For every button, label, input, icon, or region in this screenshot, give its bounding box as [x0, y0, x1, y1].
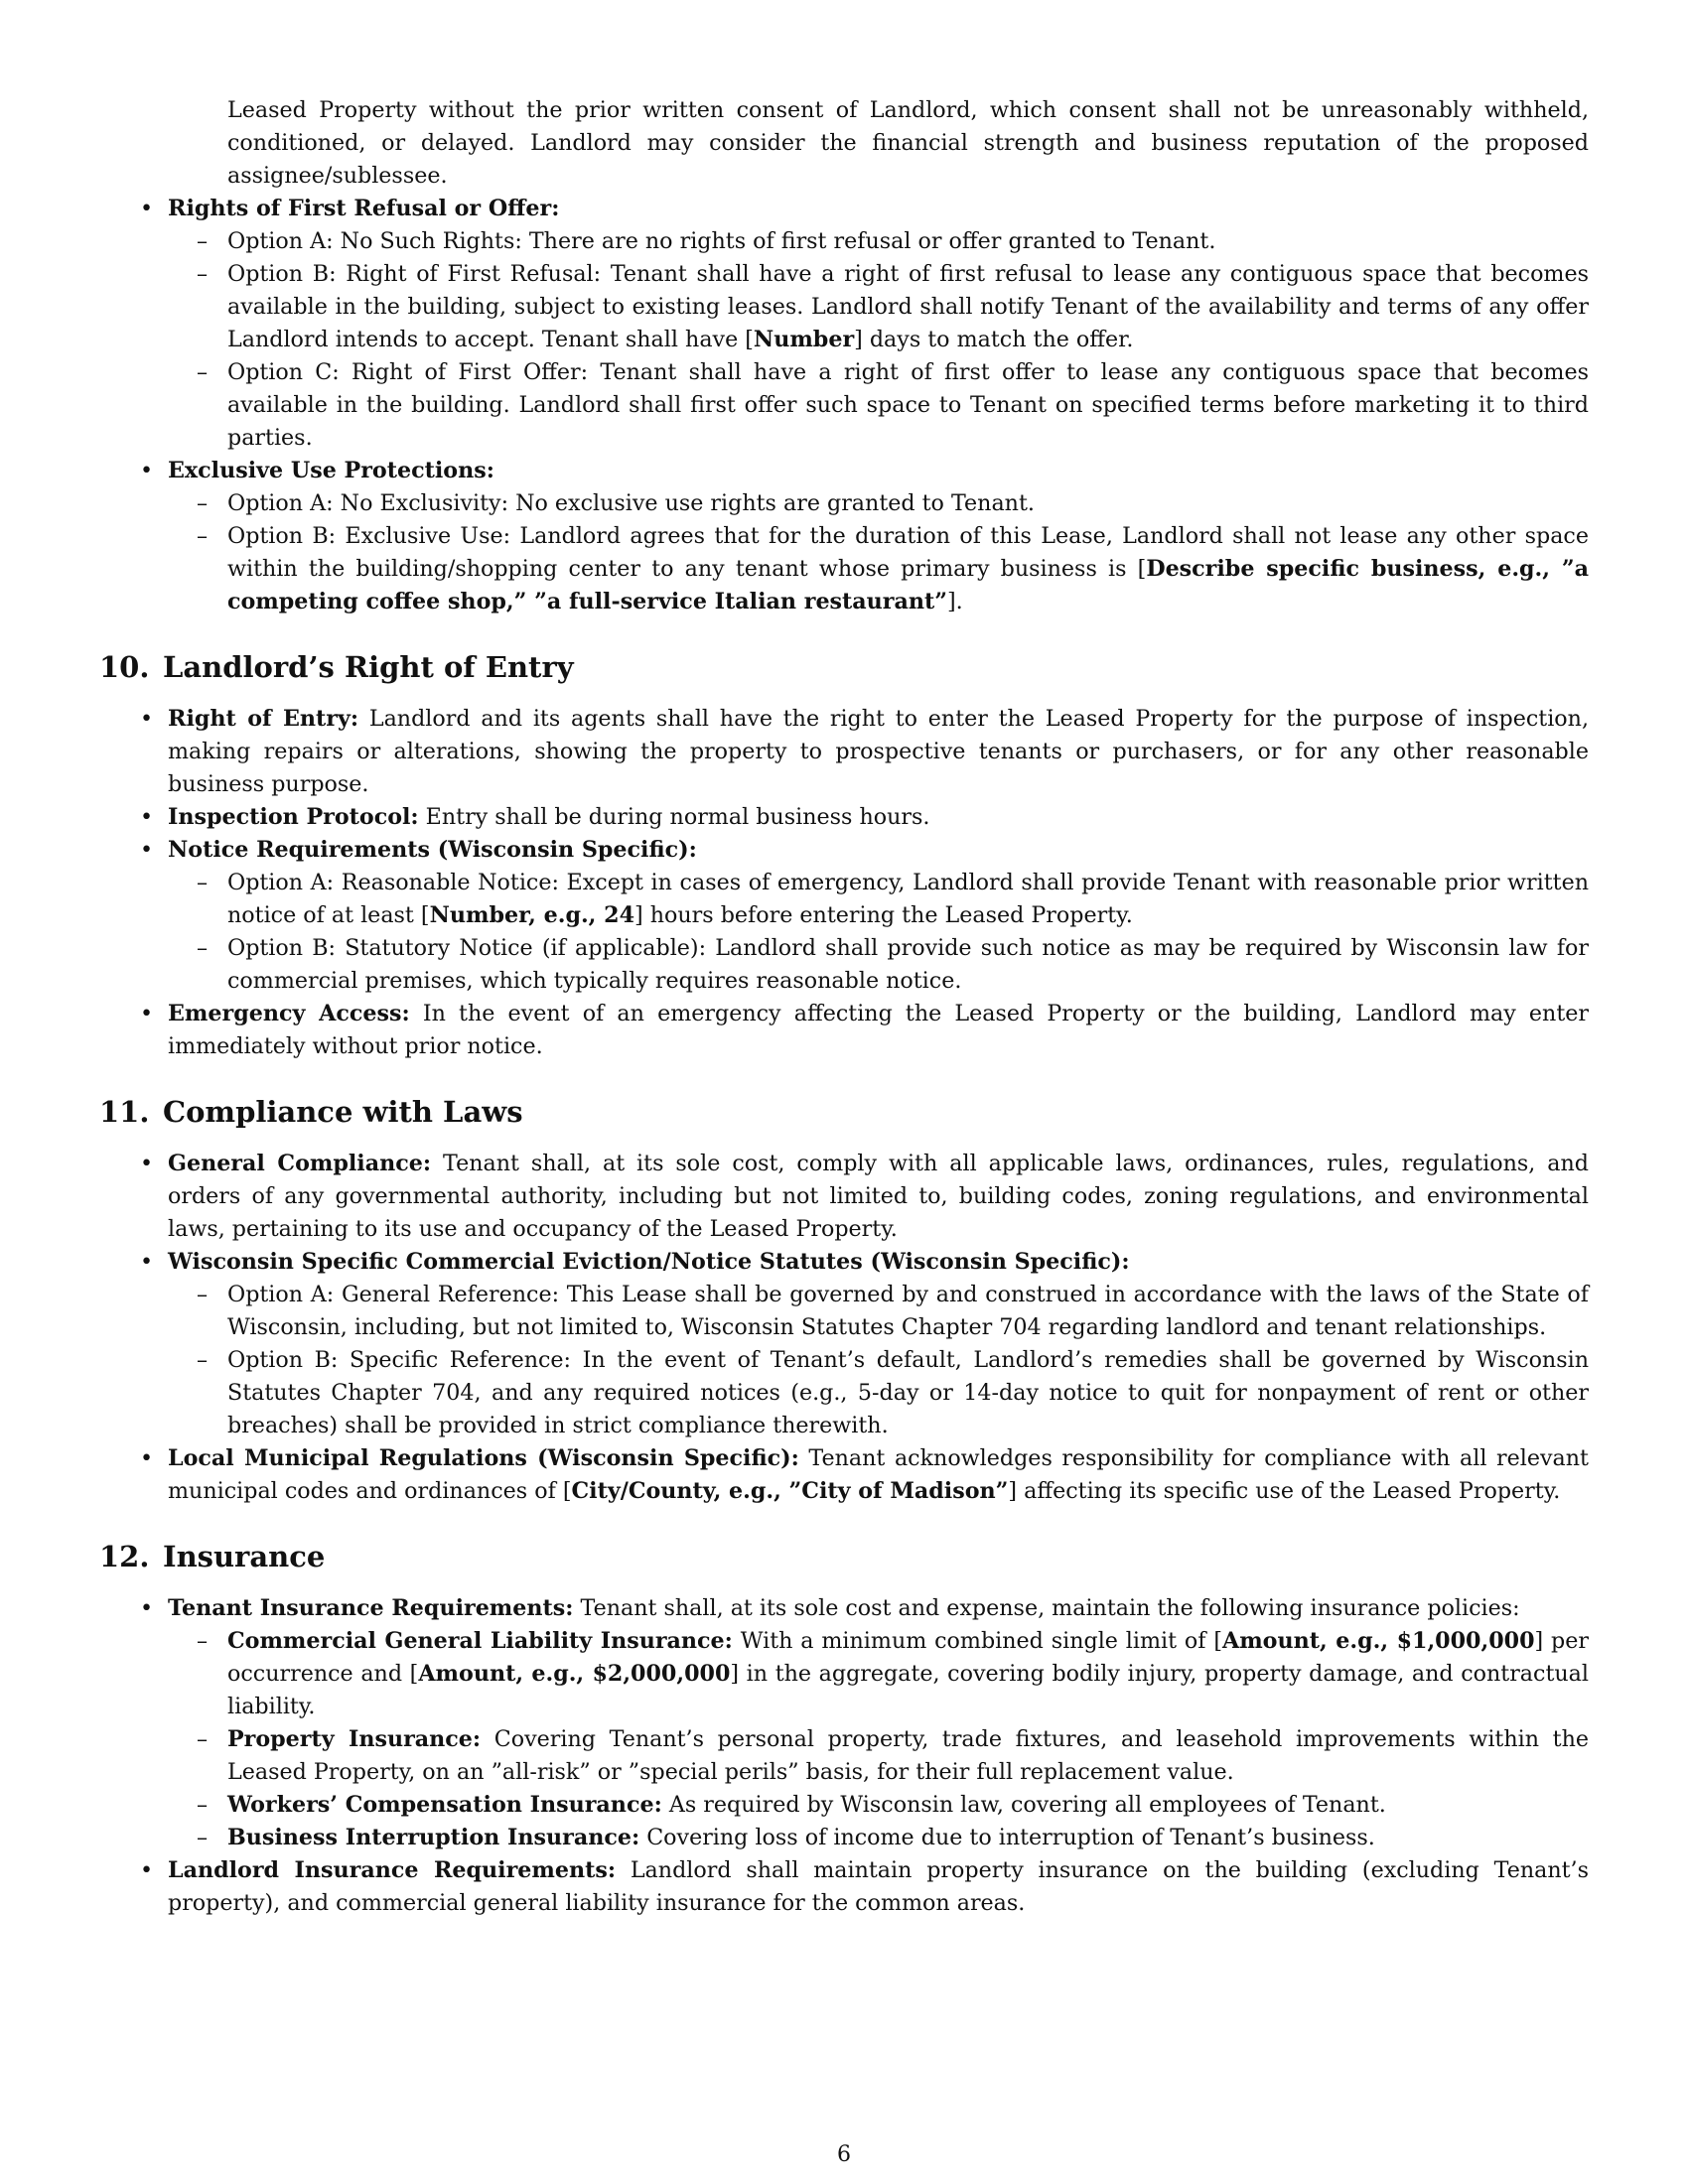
list-item-landlord-insurance: • Landlord Insurance Requirements: Landlord shall maintain property insurance on the building (excluding Tenant’s property), and commercial general liability insurance for the common areas.	[99, 1854, 1589, 1920]
list-item-general-compliance: • General Compliance: Tenant shall, at its sole cost, comply with all applicable laws, ordinances, rules, regulations, and orders of any governmental authority, including but not limited to, building codes, zoning regulations, and environmental laws, pertaining to its use and occupancy of the Leased Property.	[99, 1148, 1589, 1246]
section-10-list	[99, 703, 1589, 1063]
list-item-tenant-insurance: • Tenant Insurance Requirements: Tenant shall, at its sole cost and expense, maintain the following insurance policies: – Commercial General Liability Insurance: With a minimum combined single limit of [Amount, e.g., $1,000,000] per occurrence and [Amount, e.g., $2,000,000] in the aggregate, covering bodily injury, property damage, and contractual liability. – Property Insurance: Covering Tenant’s personal property, trade fixtures, and leasehold improvements within the Leased Property, on an ”all-risk” or ”special perils” basis, for their full replacement value. – Workers’ Compensation Insurance: As required by Wisconsin law, covering all employees of Tenant. – Business Interruption Insurance: Covering loss of income due to interruption of Tenant’s business.	[99, 1592, 1589, 1854]
list-item-rofr	[99, 193, 1589, 455]
rofr-option-b: – Option B: Right of First Refusal: Tenant shall have a right of first refusal to lease any contiguous space that becomes available in the building, subject to existing leases. Landlord shall notify Tenant of the availability and terms of any offer Landlord intends to accept. Tenant shall have [Number] days to match the offer.	[168, 258, 1589, 356]
section-10-heading: 10. Landlord’s Right of Entry	[99, 650, 574, 684]
insurance-property: – Property Insurance: Covering Tenant’s personal property, trade fixtures, and leasehold improvements within the Leased Property, on an ”all-risk” or ”special perils” basis, for their full replacement value.	[168, 1723, 1589, 1789]
list-item-inspection: • Inspection Protocol: Entry shall be during normal business hours.	[99, 801, 1589, 834]
insurance-business-interruption: – Business Interruption Insurance: Covering loss of income due to interruption of Tenant’s business.	[168, 1822, 1589, 1854]
section-12-heading: 12. Insurance	[99, 1540, 326, 1573]
document-page	[99, 94, 1589, 1920]
list-item-statutes: • Wisconsin Specific Commercial Eviction/Notice Statutes (Wisconsin Specific): – Option A: General Reference: This Lease shall be governed by and construed in accordance with the laws of the State of Wisconsin, including, but not limited to, Wisconsin Statutes Chapter 704 regarding landlord and tenant relationships. – Option B: Specific Reference: In the event of Tenant’s default, Landlord’s remedies shall be governed by Wisconsin Statutes Chapter 704, and any required notices (e.g., 5-day or 14-day notice to quit for nonpayment of rent or other breaches) shall be provided in strict compliance therewith.	[99, 1246, 1589, 1442]
section-9-list	[99, 193, 1589, 618]
list-item-right-of-entry: • Right of Entry: Landlord and its agents shall have the right to enter the Leased Property for the purpose of inspection, making repairs or alterations, showing the property to prospective tenants or purchasers, or for any other reasonable business purpose.	[99, 703, 1589, 801]
rofr-option-c: – Option C: Right of First Offer: Tenant shall have a right of first offer to lease any contiguous space that becomes available in the building. Landlord shall first offer such space to Tenant on specified terms before marketing it to third parties.	[168, 356, 1589, 455]
insurance-workers-comp: – Workers’ Compensation Insurance: As required by Wisconsin law, covering all employees of Tenant.	[168, 1789, 1589, 1822]
statutes-option-b: – Option B: Specific Reference: In the event of Tenant’s default, Landlord’s remedies shall be governed by Wisconsin Statutes Chapter 704, and any required notices (e.g., 5-day or 14-day notice to quit for nonpayment of rent or other breaches) shall be provided in strict compliance therewith.	[168, 1344, 1589, 1442]
rofr-option-a: – Option A: No Such Rights: There are no rights of first refusal or offer granted to Tenant.	[168, 225, 1589, 258]
list-item-emergency: • Emergency Access: In the event of an emergency affecting the Leased Property or the building, Landlord may enter immediately without prior notice.	[99, 998, 1589, 1063]
section-11-list	[99, 1148, 1589, 1508]
list-item-exclusive	[99, 455, 1589, 618]
exclusive-option-b: – Option B: Exclusive Use: Landlord agrees that for the duration of this Lease, Landlord shall not lease any other space within the building/shopping center to any tenant whose primary business is [Describe specific business, e.g., ”a competing coffee shop,” ”a full-service Italian restaurant”].	[168, 520, 1589, 618]
list-item-notice: • Notice Requirements (Wisconsin Specific): – Option A: Reasonable Notice: Except in cases of emergency, Landlord shall provide Tenant with reasonable prior written notice of at least [Number, e.g., 24] hours before entering the Leased Property. – Option B: Statutory Notice (if applicable): Landlord shall provide such notice as may be required by Wisconsin law for commercial premises, which typically requires reasonable notice.	[99, 834, 1589, 998]
section-12-list	[99, 1592, 1589, 1920]
exclusive-option-a: – Option A: No Exclusivity: No exclusive use rights are granted to Tenant.	[168, 487, 1589, 520]
rofr-title: Rights of First Refusal or Offer:	[168, 196, 560, 221]
notice-option-b: – Option B: Statutory Notice (if applicable): Landlord shall provide such notice as may be required by Wisconsin law for commercial premises, which typically requires reasonable notice.	[168, 932, 1589, 998]
statutes-option-a: – Option A: General Reference: This Lease shall be governed by and construed in accordance with the laws of the State of Wisconsin, including, but not limited to, Wisconsin Statutes Chapter 704 regarding landlord and tenant relationships.	[168, 1279, 1589, 1344]
exclusive-title: Exclusive Use Protections:	[168, 458, 494, 483]
page-number: 6	[837, 2142, 851, 2167]
insurance-cgl: – Commercial General Liability Insurance: With a minimum combined single limit of [Amount, e.g., $1,000,000] per occurrence and [Amount, e.g., $2,000,000] in the aggregate, covering bodily injury, property damage, and contractual liability.	[168, 1625, 1589, 1723]
section-11-heading: 11. Compliance with Laws	[99, 1095, 523, 1129]
continuation-paragraph: Leased Property without the prior written consent of Landlord, which consent shall not be unreasonably withheld, conditioned, or delayed. Landlord may consider the financial strength and business reputation of the proposed assignee/sublessee.	[227, 97, 1589, 189]
notice-option-a: – Option A: Reasonable Notice: Except in cases of emergency, Landlord shall provide Tenant with reasonable prior written notice of at least [Number, e.g., 24] hours before entering the Leased Property.	[168, 867, 1589, 932]
list-item-local-regulations: • Local Municipal Regulations (Wisconsin Specific): Tenant acknowledges responsibility for compliance with all relevant municipal codes and ordinances of [City/County, e.g., ”City of Madison”] affecting its specific use of the Leased Property.	[99, 1442, 1589, 1508]
